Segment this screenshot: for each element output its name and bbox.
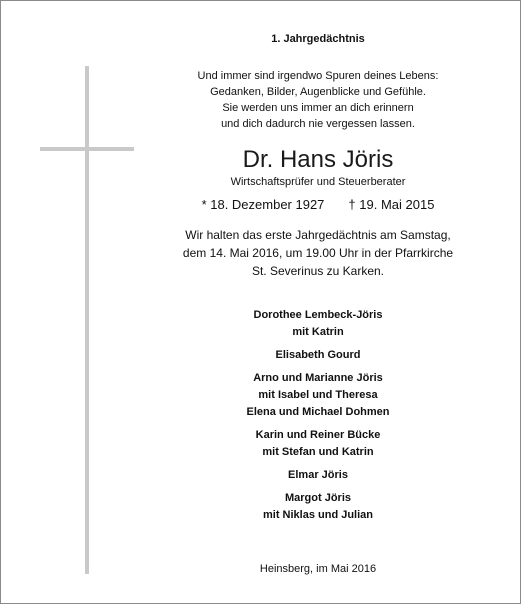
invitation-line: Wir halten das erste Jahrgedächtnis am Samstag,	[185, 228, 451, 242]
invitation-line: dem 14. Mai 2016, um 19.00 Uhr in der Pfarrkirche	[182, 246, 454, 260]
poem-line: Und immer sind irgendwo Spuren deines Lebens:	[197, 70, 439, 82]
life-dates	[150, 197, 486, 212]
death-date: † 19. Mai 2015	[348, 197, 435, 212]
poem-line: Gedanken, Bilder, Augenblicke und Gefühle.	[210, 86, 426, 98]
poem-line: und dich dadurch nie vergessen lassen.	[221, 118, 415, 130]
mourners-list	[150, 307, 486, 530]
mourner-line: mit Niklas und Julian	[262, 509, 374, 521]
mourner-line: mit Stefan und Katrin	[262, 446, 374, 458]
cross-icon-horizontal	[40, 147, 134, 151]
mourner-group	[150, 307, 486, 341]
mourner-line: Arno und Marianne Jöris	[253, 372, 383, 384]
mourner-group	[150, 370, 486, 421]
mourner-group	[150, 490, 486, 524]
mourner-line: mit Katrin	[292, 326, 344, 338]
mourner-group	[150, 467, 486, 484]
mourner-group	[150, 427, 486, 461]
mourner-line: Karin und Reiner Bücke	[255, 429, 381, 441]
mourner-line: mit Isabel und Theresa	[258, 389, 378, 401]
poem-line: Sie werden uns immer an dich erinnern	[222, 102, 414, 114]
place-date: Heinsberg, im Mai 2016	[259, 563, 377, 575]
mourner-line: Elena und Michael Dohmen	[246, 406, 390, 418]
deceased-name: Dr. Hans Jöris	[242, 146, 394, 173]
heading: 1. Jahrgedächtnis	[271, 33, 365, 45]
mourner-line: Dorothee Lembeck-Jöris	[253, 309, 383, 321]
birth-date: * 18. Dezember 1927	[201, 197, 325, 212]
profession: Wirtschaftsprüfer und Steuerberater	[230, 176, 406, 188]
mourner-line: Elisabeth Gourd	[275, 349, 361, 361]
mourner-group	[150, 347, 486, 364]
mourner-line: Margot Jöris	[284, 492, 351, 504]
mourner-line: Elmar Jöris	[288, 469, 348, 481]
invitation	[150, 226, 486, 280]
poem	[150, 68, 486, 132]
invitation-line: St. Severinus zu Karken.	[251, 264, 385, 278]
cross-icon-vertical	[85, 66, 89, 574]
